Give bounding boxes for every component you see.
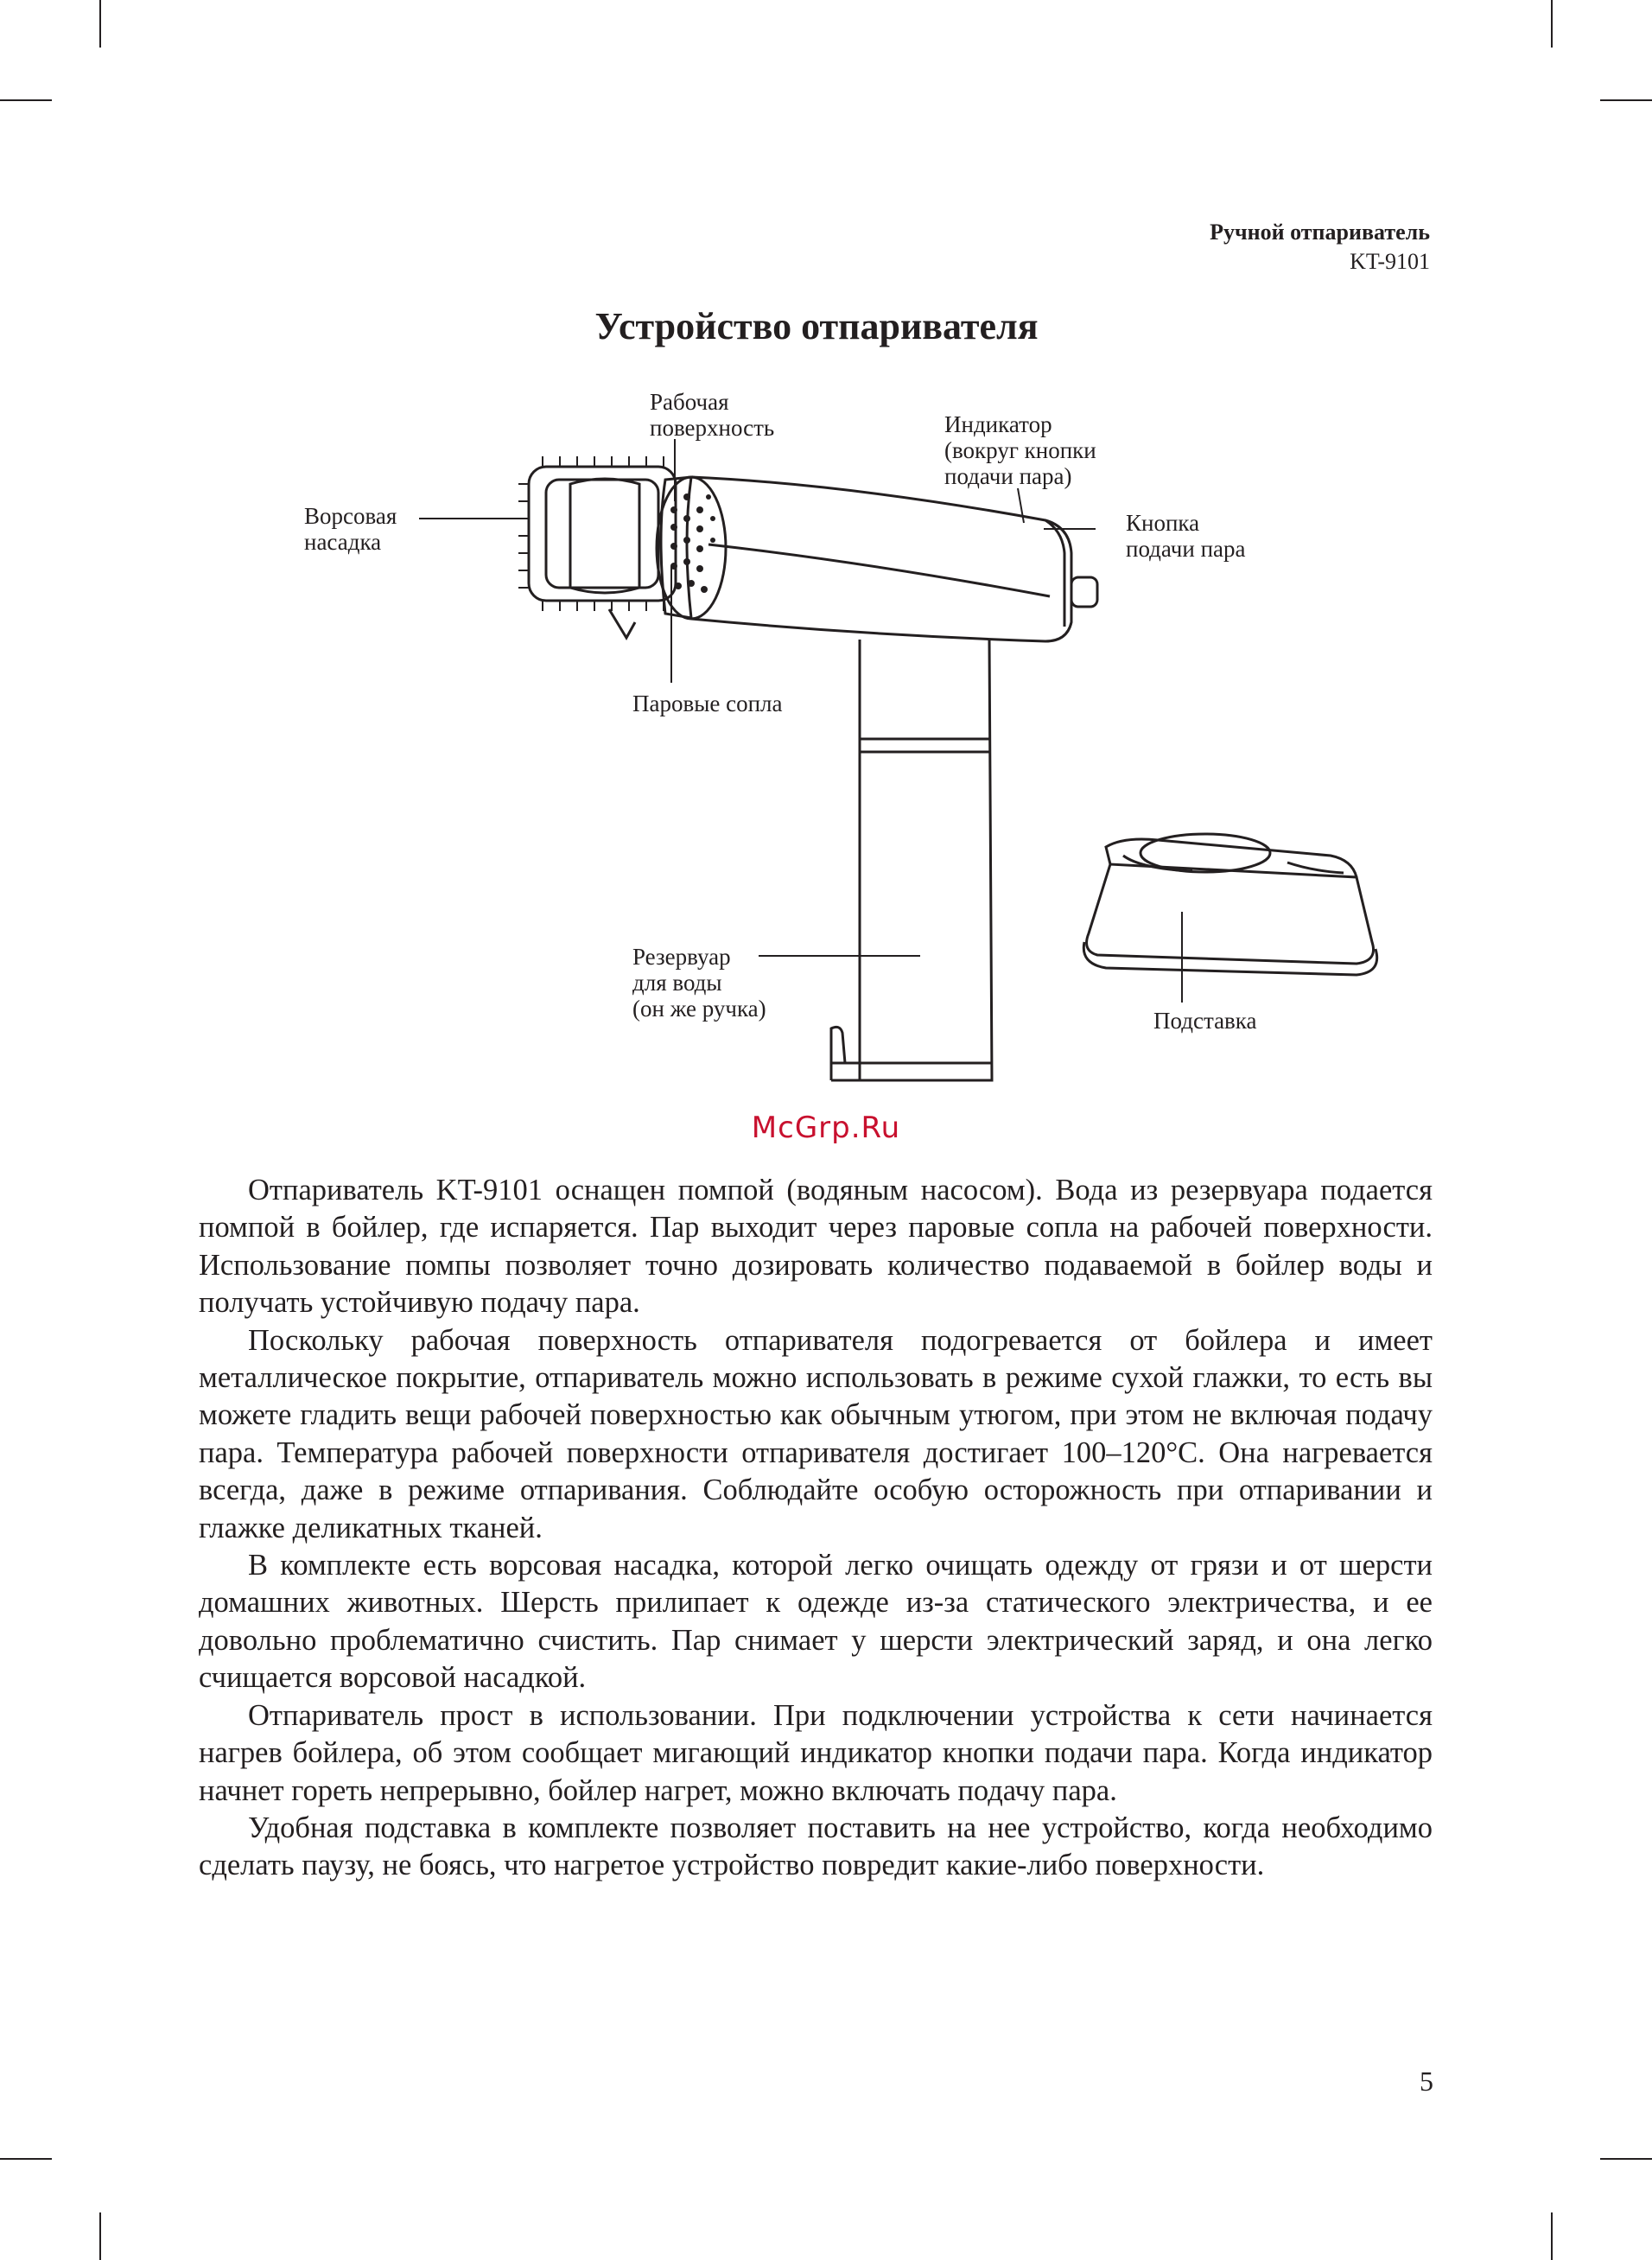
steamer-body-illustration [691, 477, 1097, 641]
header-series: Ручной отпариватель [1210, 220, 1430, 245]
working-surface-illustration [609, 477, 726, 638]
label-line: Резервуар [632, 944, 731, 970]
brush-attachment-illustration [518, 456, 676, 611]
label-steam-nozzles: Паровые сопла [632, 691, 783, 716]
steamer-diagram [0, 0, 1652, 1124]
label-brush-attachment [304, 503, 397, 555]
paragraph: Отпариватель KT-9101 оснащен помпой (водяным насосом). Вода из резервуара подается помпой в бойлер, где испаряется. Пар выходит через паровые сопла на рабочей поверхности. Использование помпы позволяет точно дозировать количество подаваемой в бойлер воды и получать устойчивую подачу пара. [199, 1174, 1433, 1320]
label-line: подачи пара [1126, 536, 1246, 562]
water-tank-illustration [831, 640, 992, 1080]
crop-mark [1551, 2212, 1553, 2260]
leader-lines [419, 439, 1182, 1003]
paragraph: Поскольку рабочая поверхность отпаривателя подогревается от бойлера и имеет металлическое покрытие, отпариватель можно использовать в режиме сухой глажки, то есть вы можете гладить вещи рабочей поверхностью как обычным утюгом, при этом не включая подачу пара. Температура рабочей поверхности отпаривателя достигает 100–120°C. Она нагревается всегда, даже в режиме отпаривания. Соблюдайте особую осторожность при отпаривании и глажке деликатных тканей. [199, 1323, 1433, 1544]
label-line: Кнопка [1126, 510, 1200, 536]
paragraph: В комплекте есть ворсовая насадка, которой легко очищать одежду от грязи и от шерсти домашних животных. Шерсть прилипает к одежде из-за статического электричества, и ее довольно проблематично счистить. Пар снимает у шерсти электрический заряд, и она легко счищается ворсовой насадкой. [199, 1549, 1433, 1695]
header-model: KT-9101 [1350, 249, 1430, 274]
label-water-tank [632, 944, 766, 1022]
label-line: Ворсовая [304, 503, 397, 529]
stand-illustration [1083, 834, 1376, 975]
label-line: (вокруг кнопки [944, 437, 1096, 463]
crop-mark [0, 2158, 52, 2160]
watermark: McGrp.Ru [751, 1111, 901, 1145]
label-line: (он же ручка) [632, 996, 766, 1022]
body-text [199, 1172, 1433, 1885]
paragraph: Удобная подставка в комплекте позволяет поставить на нее устройство, когда необходимо сделать паузу, не боясь, что нагретое устройство повредит какие-либо поверхности. [199, 1811, 1433, 1882]
label-line: Рабочая [650, 389, 729, 415]
label-line: подачи пара) [944, 463, 1072, 489]
page-number: 5 [1420, 2066, 1433, 2097]
label-line: для воды [632, 970, 722, 996]
label-stand: Подставка [1153, 1008, 1257, 1034]
crop-mark [1600, 2158, 1652, 2160]
label-indicator [944, 411, 1096, 489]
page-title: Устройство отпаривателя [594, 305, 1039, 347]
paragraph: Отпариватель прост в использовании. При подключении устройства к сети начинается нагрев бойлера, об этом сообщает мигающий индикатор кнопки подачи пара. Когда индикатор начнет гореть непрерывно, бойлер нагрет, можно включать подачу пара. [199, 1698, 1433, 1807]
label-working-surface [650, 389, 774, 441]
label-line: поверхность [650, 415, 775, 441]
label-steam-button [1126, 510, 1246, 562]
crop-mark [99, 2212, 101, 2260]
label-line: Индикатор [944, 411, 1052, 437]
label-line: насадка [304, 529, 382, 555]
